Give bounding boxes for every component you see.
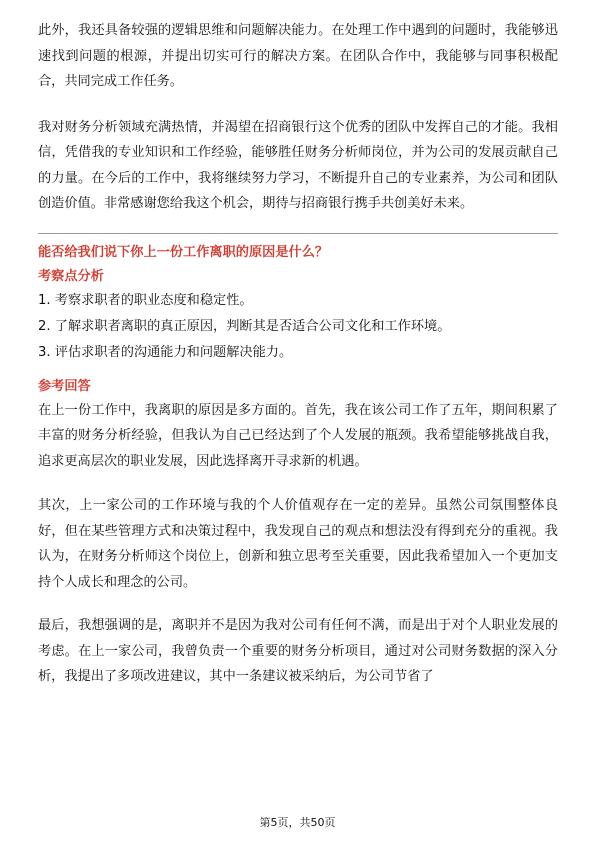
analysis-list (38, 288, 558, 366)
paragraph-gap (38, 595, 558, 613)
page-number: 第5页，共50页 (259, 816, 336, 829)
answer-paragraph-3: 最后，我想强调的是，离职并不是因为我对公司有任何不满，而是出于对个人职业发展的考虑。在上一家公司，我曾负责一个重要的财务分析项目，通过对公司财务数据的深入分析，我提出了多项改进建议，其中一条建议被采纳后，为公司节省了 (38, 618, 558, 684)
analysis-heading: 考察点分析 (38, 268, 104, 284)
question-heading: 能否给我们说下你上一份工作离职的原因是什么？ (38, 244, 329, 260)
answer-heading: 参考回答 (38, 378, 91, 394)
analysis-item: 1. 考察求职者的职业态度和稳定性。 (38, 292, 253, 308)
paragraph-gap (38, 474, 558, 493)
intro-paragraph-1: 此外，我还具备较强的逻辑思维和问题解决能力。在处理工作中遇到的问题时，我能够迅速找到问题的根源，并提出切实可行的解决方案。在团队合作中，我能够与同事积极配合，共同完成工作任务。 (38, 23, 558, 89)
analysis-item: 3. 评估求职者的沟通能力和问题解决能力。 (38, 344, 293, 360)
section-divider (38, 233, 558, 234)
answer-paragraph-1: 在上一份工作中，我离职的原因是多方面的。首先，我在该公司工作了五年，期间积累了丰富的财务分析经验，但我认为自己已经达到了个人发展的瓶颈。我希望能够挑战自我，追求更高层次的职业发展，因此选择离开寻求新的机遇。 (38, 402, 558, 469)
document-page (38, 18, 558, 690)
intro-paragraph-2: 我对财务分析领域充满热情，并渴望在招商银行这个优秀的团队中发挥自己的才能。我相信，凭借我的专业知识和工作经验，能够胜任财务分析师岗位，并为公司的发展贡献自己的力量。在今后的工作中，我将继续努力学习，不断提升自己的专业素养，为公司和团队创造价值。非常感谢您给我这个机会，期待与招商银行携手共创美好未来。 (38, 119, 558, 211)
paragraph-gap (38, 95, 558, 115)
analysis-item: 2. 了解求职者离职的真正原因，判断其是否适合公司文化和工作环境。 (38, 318, 451, 334)
answer-paragraph-2: 其次，上一家公司的工作环境与我的个人价值观存在一定的差异。虽然公司氛围整体良好，但在某些管理方式和决策过程中，我发现自己的观点和想法没有得到充分的重视。我认为，在财务分析师这个岗位上，创新和独立思考至关重要，因此我希望加入一个更加支持个人成长和理念的公司。 (38, 498, 558, 590)
